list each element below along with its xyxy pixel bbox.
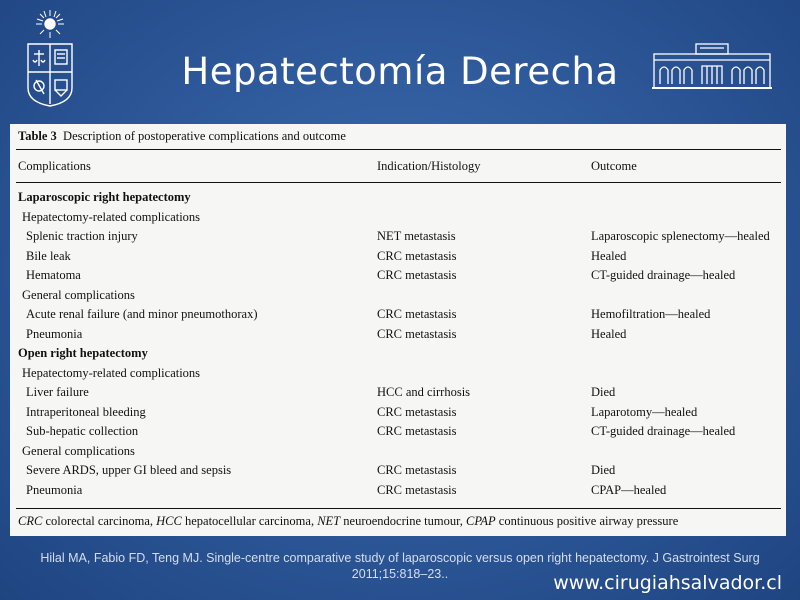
table-subsection-row — [10, 288, 786, 307]
complication-cell: Sub-hepatic collection — [26, 424, 139, 438]
complication-cell: Bile leak — [26, 248, 71, 263]
complication-cell: General complications — [22, 287, 135, 302]
complication-cell: Hematoma — [26, 268, 81, 282]
complication-cell: Laparoscopic right hepatectomy — [18, 190, 191, 204]
table-row — [10, 249, 786, 268]
outcome-cell: Laparoscopic splenectomy—healed — [591, 229, 770, 243]
table-section-row — [10, 346, 786, 365]
footnote-abbr: NET — [317, 514, 341, 528]
table-caption-label: Table 3 — [18, 129, 57, 143]
complication-cell: Hepatectomy-related complications — [22, 365, 201, 380]
complication-cell: Pneumonia — [26, 326, 83, 341]
table-section-row — [10, 190, 786, 209]
complication-cell: General complications — [22, 443, 135, 458]
table-row — [10, 307, 786, 326]
footnote-text: neuroendocrine tumour, — [340, 514, 466, 528]
table-row — [10, 385, 786, 404]
indication-cell: CRC metastasis — [377, 248, 457, 263]
table-subsection-row — [10, 210, 786, 229]
table-row — [10, 229, 786, 248]
table-row — [10, 405, 786, 424]
footnote-abbr: CRC — [18, 514, 43, 528]
citation-line-1: Hilal MA, Fabio FD, Teng MJ. Single-centre comparative study of laparoscopic versus open right hepatectomy. J Gastrointest Surg — [40, 551, 760, 565]
table-top-rule — [16, 149, 781, 150]
header-complications: Complications — [18, 159, 91, 173]
header-rule — [16, 182, 781, 183]
table-caption — [18, 129, 346, 144]
website-url: www.cirugiahsalvador.cl — [553, 572, 782, 594]
footnote-abbr: HCC — [156, 514, 182, 528]
header-outcome: Outcome — [591, 159, 637, 173]
outcome-cell: CPAP—healed — [591, 482, 667, 497]
table-row — [10, 463, 786, 482]
indication-cell: CRC metastasis — [377, 268, 457, 282]
complication-cell: Open right hepatectomy — [18, 346, 148, 360]
complication-cell: Liver failure — [26, 385, 89, 399]
table-caption-text: Description of postoperative complications and outcome — [63, 129, 346, 143]
complication-cell: Severe ARDS, upper GI bleed and sepsis — [26, 463, 232, 477]
indication-cell: NET metastasis — [377, 229, 456, 243]
footnote-text: hepatocellular carcinoma, — [181, 514, 318, 528]
outcome-cell: Died — [591, 463, 616, 477]
table-row — [10, 268, 786, 287]
table-row — [10, 327, 786, 346]
outcome-cell: Laparotomy—healed — [591, 404, 698, 419]
outcome-cell: Healed — [591, 248, 627, 263]
indication-cell: CRC metastasis — [377, 482, 457, 497]
outcome-cell: Healed — [591, 326, 627, 341]
complication-cell: Splenic traction injury — [26, 229, 138, 243]
indication-cell: CRC metastasis — [377, 463, 457, 477]
complication-cell: Hepatectomy-related complications — [22, 209, 201, 224]
table-footnote — [18, 514, 678, 529]
table-row — [10, 424, 786, 443]
table-subsection-row — [10, 444, 786, 463]
outcome-cell: CT-guided drainage—healed — [591, 424, 736, 438]
footnote-abbr: CPAP — [466, 514, 496, 528]
outcome-cell: CT-guided drainage—healed — [591, 268, 736, 282]
outcome-cell: Died — [591, 385, 616, 399]
citation-line-2: 2011;15:818–23.. — [351, 567, 449, 581]
footnote-text: colorectal carcinoma, — [42, 514, 157, 528]
indication-cell: CRC metastasis — [377, 424, 457, 438]
complication-cell: Pneumonia — [26, 482, 83, 497]
table-image-panel — [10, 124, 786, 536]
outcome-cell: Hemofiltration—healed — [591, 307, 711, 321]
indication-cell: CRC metastasis — [377, 326, 457, 341]
header-indication: Indication/Histology — [377, 159, 481, 173]
complication-cell: Intraperitoneal bleeding — [26, 404, 146, 419]
table-subsection-row — [10, 366, 786, 385]
footnote-text: continuous positive airway pressure — [495, 514, 679, 528]
indication-cell: HCC and cirrhosis — [377, 385, 471, 399]
table-bottom-rule — [16, 508, 781, 509]
table-row — [10, 483, 786, 502]
slide-title: Hepatectomía Derecha — [181, 50, 619, 93]
indication-cell: CRC metastasis — [377, 307, 457, 321]
complication-cell: Acute renal failure (and minor pneumothorax) — [26, 307, 258, 321]
indication-cell: CRC metastasis — [377, 404, 457, 419]
